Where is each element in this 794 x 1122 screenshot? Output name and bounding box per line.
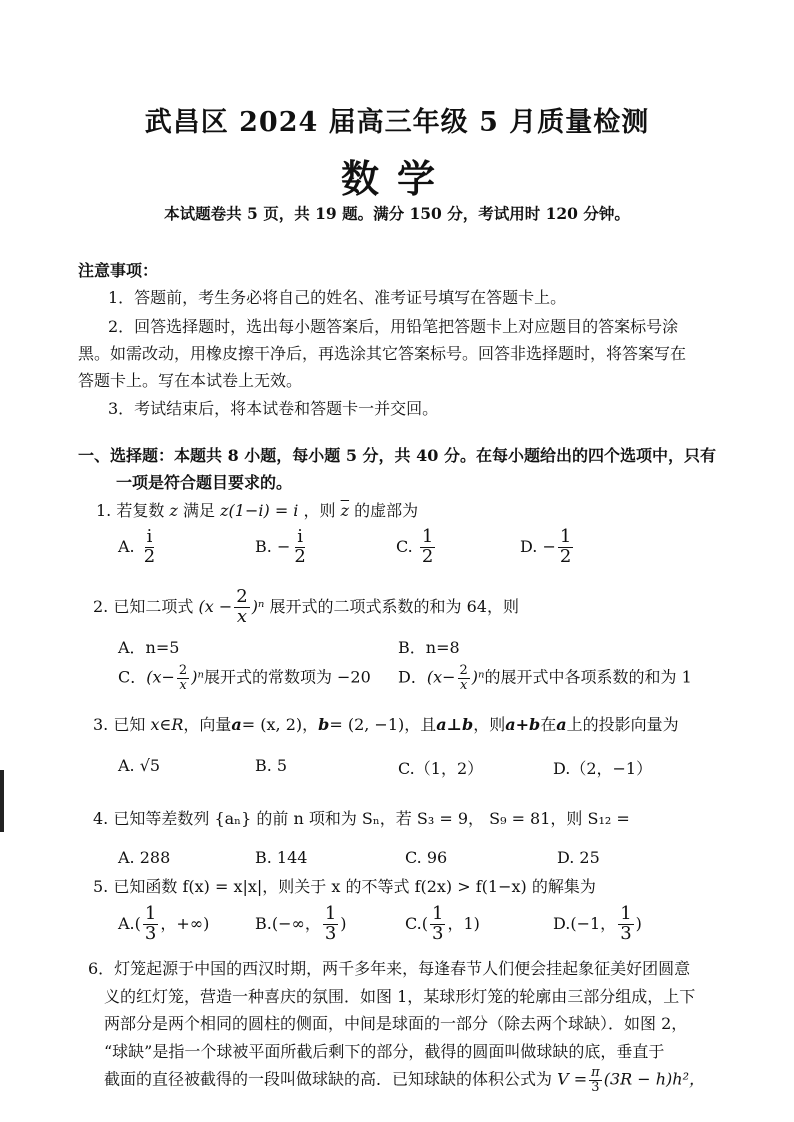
q2-option-d xyxy=(398,664,692,692)
question-number: 2. xyxy=(93,596,109,616)
vector-a: a xyxy=(556,715,567,734)
note-1: 1．答题前，考生务必将自己的姓名、准考证号填写在答题卡上。 xyxy=(108,288,567,307)
denominator: x xyxy=(459,677,468,693)
denominator: 3 xyxy=(591,1079,600,1095)
scan-edge-mark xyxy=(0,770,4,832)
question-text: 已知等差数列 {aₙ} 的前 n 项和为 Sₙ，若 S₃ = 9， S₉ = 81，则 S₁₂ = xyxy=(113,809,630,828)
question-1 xyxy=(96,498,418,521)
q3-option-b: B. 5 xyxy=(255,756,288,775)
math-var: z xyxy=(169,501,178,520)
numerator: 1 xyxy=(324,903,337,924)
q4-option-d: D. 25 xyxy=(557,848,600,867)
note-3: 3．考试结束后，将本试卷和答题卡一并交回。 xyxy=(108,399,439,418)
question-text: 已知二项式 xyxy=(113,596,194,616)
math-var-conjugate: $\overline{z}$ xyxy=(340,501,350,520)
minus-sign: − xyxy=(276,536,291,556)
math-expr: (−∞， xyxy=(271,913,321,933)
question-text: 已知 xyxy=(113,715,146,734)
option-label: B. xyxy=(255,913,272,933)
math-expr: ) xyxy=(635,913,642,933)
option-label: D. xyxy=(553,913,571,933)
math-expr: a⊥b xyxy=(436,715,474,734)
section-1-heading: 一、选择题：本题共 8 小题，每小题 5 分，共 40 分。在每小题给出的四个选项中，只有 xyxy=(78,446,716,465)
q2-option-a: A．n=5 xyxy=(118,638,180,657)
fraction xyxy=(143,905,158,944)
option-text: 展开式的常数项为 −20 xyxy=(203,667,371,687)
q1-option-c xyxy=(396,528,437,567)
denominator: x xyxy=(236,605,248,627)
math-expr: (x− xyxy=(426,667,456,687)
question-6-line2: 义的红灯笼，营造一种喜庆的氛围．如图 1，某球形灯笼的轮廓由三部分组成，上下 xyxy=(104,987,696,1006)
math-expr: )ⁿ xyxy=(191,667,204,687)
math-expr: )ⁿ xyxy=(471,667,485,687)
numerator: 1 xyxy=(144,903,157,924)
question-text: 若复数 xyxy=(116,501,165,520)
q5-option-d xyxy=(553,905,642,944)
question-text: ，则 xyxy=(473,715,506,734)
numerator: π xyxy=(591,1065,600,1080)
denominator: 3 xyxy=(432,922,444,944)
question-text: 满足 xyxy=(183,501,216,520)
question-6-line4: “球缺”是指一个球被平面所截后剩下的部分，截得的圆面叫做球缺的底，垂直于 xyxy=(104,1042,665,1061)
question-text: 的虚部为 xyxy=(354,501,419,520)
math-expr: = (2, −1) xyxy=(329,715,405,734)
math-expr: (−1， xyxy=(570,913,617,933)
question-number: 5. xyxy=(93,877,109,896)
question-text: ，则 xyxy=(303,501,336,520)
math-expr: (x− xyxy=(146,667,175,687)
math-expr: x∈R xyxy=(150,715,184,734)
question-6-line3: 两部分是两个相同的圆柱的侧面，中间是球面的一部分（除去两个球缺）．如图 2， xyxy=(104,1014,688,1033)
fraction xyxy=(589,1066,602,1094)
denominator: 3 xyxy=(324,922,337,944)
q4-option-a: A. 288 xyxy=(118,848,171,867)
fraction xyxy=(234,588,249,627)
fraction xyxy=(430,905,445,944)
option-label: D． xyxy=(398,667,427,687)
question-4 xyxy=(93,806,630,829)
q1-option-b xyxy=(255,528,310,567)
option-label: A. xyxy=(118,913,135,933)
math-expr: ( xyxy=(134,913,141,933)
q5-option-a xyxy=(118,905,209,944)
math-expr: ，1) xyxy=(447,913,480,933)
question-6-line1: 6．灯笼起源于中国的西汉时期，两千多年来，每逢春节人们便会挂起象征美好团圆意 xyxy=(88,959,691,978)
notes-heading: 注意事项： xyxy=(78,261,159,280)
fraction xyxy=(292,528,307,567)
q1-option-d xyxy=(520,528,575,567)
math-expr: ) xyxy=(340,913,347,933)
question-2 xyxy=(93,588,519,627)
option-label: C． xyxy=(118,667,147,687)
math-expr: a+b xyxy=(505,715,541,734)
numerator: 2 xyxy=(236,586,248,607)
denominator: x xyxy=(179,677,187,693)
numerator: 1 xyxy=(421,526,434,547)
fraction xyxy=(142,528,157,567)
q5-option-b xyxy=(255,905,347,944)
q4-option-b: B. 144 xyxy=(255,848,308,867)
note-2-line3: 答题卡上。写在本试卷上无效。 xyxy=(78,371,303,390)
fraction xyxy=(558,528,573,567)
numerator: 1 xyxy=(620,903,632,924)
question-3 xyxy=(93,712,679,735)
denominator: 2 xyxy=(559,545,572,567)
option-label: C. xyxy=(405,913,422,933)
numerator: 2 xyxy=(178,663,188,678)
q2-option-b: B．n=8 xyxy=(398,638,460,657)
q3-option-a: A. √5 xyxy=(118,756,161,775)
fraction xyxy=(177,664,189,692)
question-text: 上的投影向量为 xyxy=(566,715,679,734)
question-number: 1. xyxy=(96,501,112,520)
q5-option-c xyxy=(405,905,480,944)
question-text: ， xyxy=(302,715,319,734)
math-expr: z(1−i) = i xyxy=(220,501,299,520)
fraction xyxy=(618,905,633,944)
denominator: 3 xyxy=(144,922,157,944)
numerator: i xyxy=(297,526,303,547)
question-text: 截面的直径被截得的一段叫做球缺的高．已知球缺的体积公式为 xyxy=(104,1069,553,1089)
math-expr: V = xyxy=(557,1069,588,1089)
option-label: B. xyxy=(255,536,272,556)
subject-title: 数学 xyxy=(340,156,453,201)
question-text: 已知函数 f(x) = x|x|，则关于 x 的不等式 f(2x) > f(1−x) 的解集为 xyxy=(113,877,596,896)
denominator: 2 xyxy=(421,545,434,567)
denominator: 2 xyxy=(294,545,306,567)
question-number: 3. xyxy=(93,715,109,734)
math-expr: )ⁿ xyxy=(251,596,265,616)
q1-option-a xyxy=(118,528,159,567)
section-1-heading-cont: 一项是符合题目要求的。 xyxy=(116,473,293,492)
q3-option-d: D.（2，−1） xyxy=(553,759,653,778)
option-text: 的展开式中各项系数的和为 1 xyxy=(484,667,692,687)
question-text: 在 xyxy=(540,715,557,734)
option-label: D. xyxy=(520,536,538,556)
vector-a: a xyxy=(231,715,242,734)
option-label: C. xyxy=(396,536,413,556)
question-text: 展开式的二项式系数的和为 64，则 xyxy=(269,596,519,616)
numerator: 1 xyxy=(432,903,444,924)
note-2-line2: 黑。如需改动，用橡皮擦干净后，再选涂其它答案标号。回答非选择题时，将答案写在 xyxy=(78,344,687,363)
q4-option-c: C. 96 xyxy=(405,848,448,867)
q3-option-c: C.（1，2） xyxy=(398,759,484,778)
numerator: 2 xyxy=(459,663,468,678)
denominator: 2 xyxy=(143,545,156,567)
denominator: 3 xyxy=(620,922,632,944)
question-6-line5 xyxy=(104,1066,705,1094)
question-5 xyxy=(93,874,596,897)
vector-b: b xyxy=(318,715,330,734)
fraction xyxy=(420,528,435,567)
question-text: ，且 xyxy=(404,715,437,734)
option-label: A. xyxy=(118,536,135,556)
exam-info: 本试题卷共 5 页，共 19 题。满分 150 分，考试用时 120 分钟。 xyxy=(164,204,630,223)
question-text: ，向量 xyxy=(183,715,232,734)
math-expr: (3R − h)h²， xyxy=(603,1069,706,1089)
math-expr: ( xyxy=(421,913,429,933)
math-expr: (x − xyxy=(198,596,233,616)
q2-option-c xyxy=(118,664,371,692)
numerator: 1 xyxy=(559,526,572,547)
numerator: i xyxy=(146,526,153,547)
note-2-line1: 2．回答选择题时，选出每小题答案后，用铅笔把答题卡上对应题目的答案标号涂 xyxy=(108,317,679,336)
minus-sign: − xyxy=(542,536,556,556)
exam-title: 武昌区 2024 届高三年级 5 月质量检测 xyxy=(144,107,650,138)
math-expr: ，+∞) xyxy=(160,913,210,933)
question-number: 4. xyxy=(93,809,109,828)
math-expr: = (x, 2) xyxy=(241,715,303,734)
fraction xyxy=(323,905,338,944)
fraction xyxy=(458,664,470,692)
